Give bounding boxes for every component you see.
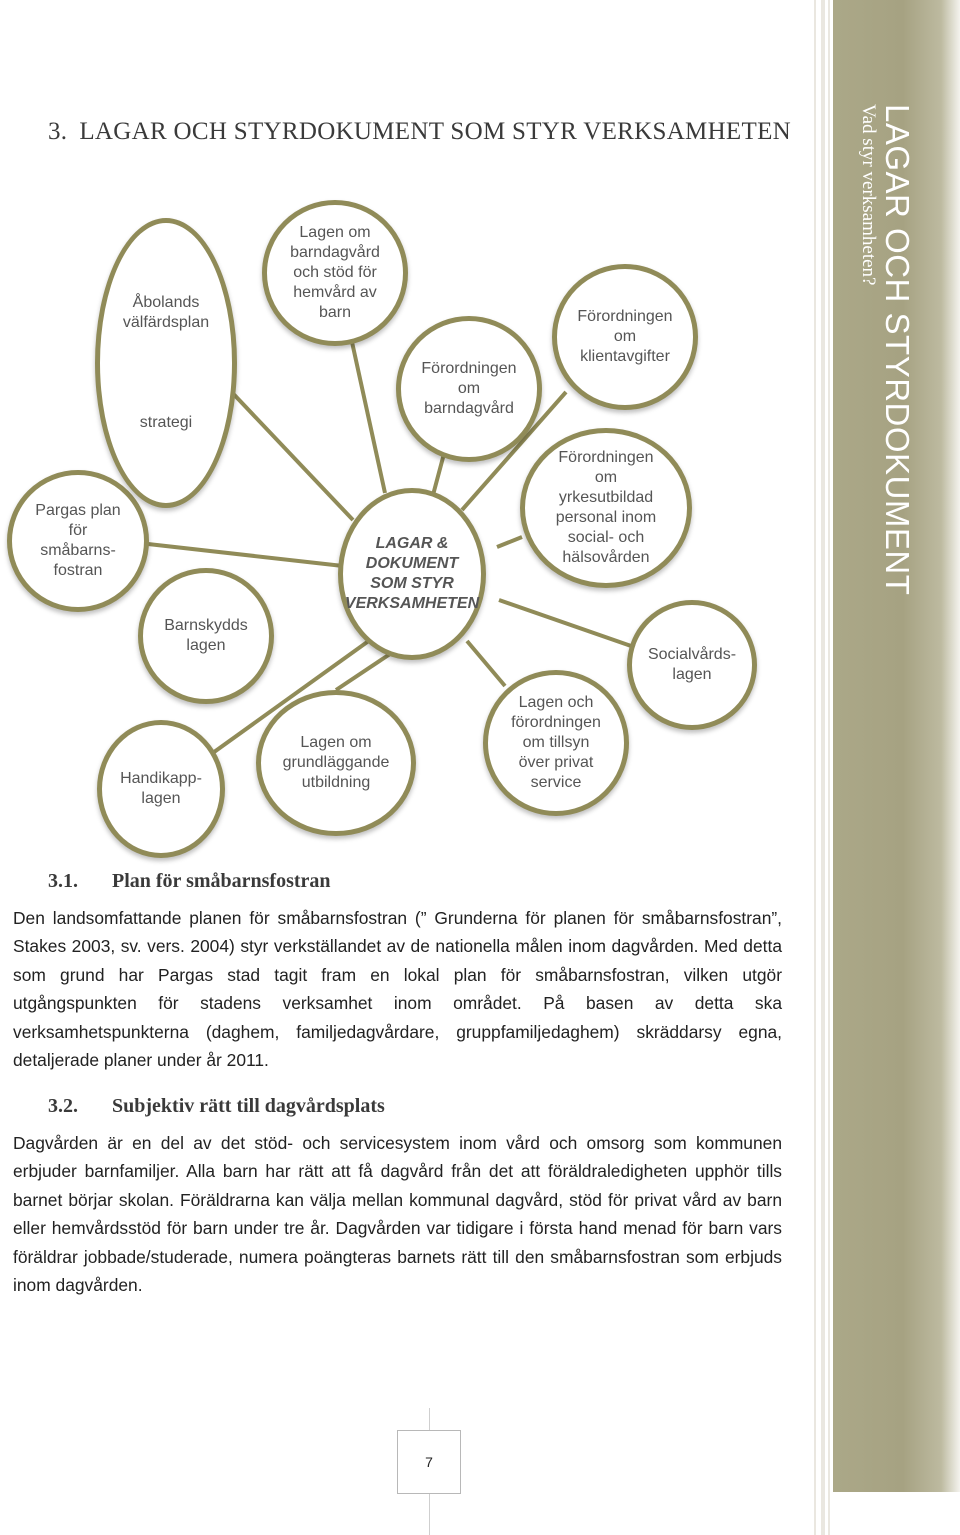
center-node-label: LAGAR & DOKUMENT SOM STYR VERKSAMHETEN	[344, 535, 480, 612]
section-2-title	[48, 1095, 385, 1118]
connector-yrkesutbildad	[497, 537, 522, 547]
node-label: Förordningen om yrkesutbildad personal inom social- och hälsovården	[555, 449, 657, 566]
section-1-title	[48, 870, 331, 893]
section-1-heading: Plan för småbarnsfostran	[112, 870, 331, 892]
sidebar-title: LAGAR OCH STYRDOKUMENT	[879, 104, 916, 596]
page-number-rule-top	[429, 1408, 430, 1430]
node-label: Lagen och förordningen om tillsyn över privat service	[511, 694, 601, 791]
page-number-rule-bottom	[429, 1494, 430, 1535]
node-socialvardslagen	[627, 600, 757, 730]
node-klientavgifter	[552, 264, 698, 410]
page-number: 7	[397, 1430, 461, 1494]
node-lagen-barndagvard	[262, 200, 408, 346]
node-label: Handikapp- lagen	[120, 770, 202, 807]
heading-title: LAGAR OCH STYRDOKUMENT SOM STYR VERKSAMHETEN	[79, 118, 791, 145]
section-2-number: 3.2.	[48, 1095, 78, 1117]
connector-socialvard	[499, 600, 634, 647]
node-handikapplagen	[97, 720, 225, 858]
node-forordning-barndagvard	[396, 316, 542, 462]
laws-diagram	[0, 0, 800, 860]
node-label: Socialvårds- lagen	[647, 646, 737, 683]
node-barnskyddslagen	[138, 568, 274, 704]
node-label: Pargas plan för småbarns- fostran	[35, 502, 121, 579]
node-label: Lagen om barndagvård och stöd för hemvård av barn	[290, 224, 380, 321]
section-1-number: 3.1.	[48, 870, 78, 892]
node-label: Lagen om grundläggande utbildning	[282, 734, 390, 791]
section-2-heading: Subjektiv rätt till dagvårdsplats	[112, 1095, 385, 1117]
node-label: Åbolands välfärdsplan strategi	[122, 294, 210, 431]
section-1-text: Den landsomfattande planen för småbarnsfostran (” Grunderna för planen för småbarnsfostran”, Stakes 2003, sv. vers. 2004) styr verkställandet av de nationella målen inom dagvården. Med detta som grund har Pargas stad tagit fram en lokal plan för småbarnsfostran, vilken utgör utgångspunkten för stadens verksamhet inom området. På basen av detta ska verksamhetspunkterna (daghem, familjedagvårdare, gruppfamiljedaghem) skräddarsy egna, detaljerade planer under år 2011.	[13, 908, 782, 1071]
node-tillsyn-privat-service	[483, 670, 629, 816]
section-2-text: Dagvården är en del av det stöd- och servicesystem inom vård och omsorg som kommunen erbjuder barnfamiljer. Alla barn har rätt att få dagvård från det att föräldraledigheten upphör tills barnet börjar skolan. Föräldrarna kan välja mellan kommunal dagvård, stöd för privat vård av barn eller hemvårdsstöd för barn under tre år. Dagvården var tidigare i första hand menad för barn vars föräldrar jobbade/studerade, numera poängteras barnets rätt till den småbarnsfostran som erbjuds inom dagvården.	[13, 1133, 782, 1296]
connector-tillsyn	[467, 641, 505, 686]
heading-number: 3.	[48, 118, 68, 145]
node-pargas-plan	[7, 470, 149, 612]
node-grundlaggande-utbildning	[256, 690, 416, 836]
sidebar-subtitle: Vad styr verksamheten?	[858, 104, 879, 286]
connector-lagen-barndagvard	[352, 342, 385, 493]
node-label: Barnskydds lagen	[164, 617, 248, 654]
node-label: Förordningen om klientavgifter	[577, 308, 673, 365]
node-abolands-valfardsplan	[95, 218, 237, 508]
connector-pargas	[148, 544, 343, 566]
node-yrkesutbildad-personal	[520, 428, 692, 588]
center-node	[338, 488, 486, 660]
node-label: Förordningen om barndagvård	[421, 360, 517, 417]
